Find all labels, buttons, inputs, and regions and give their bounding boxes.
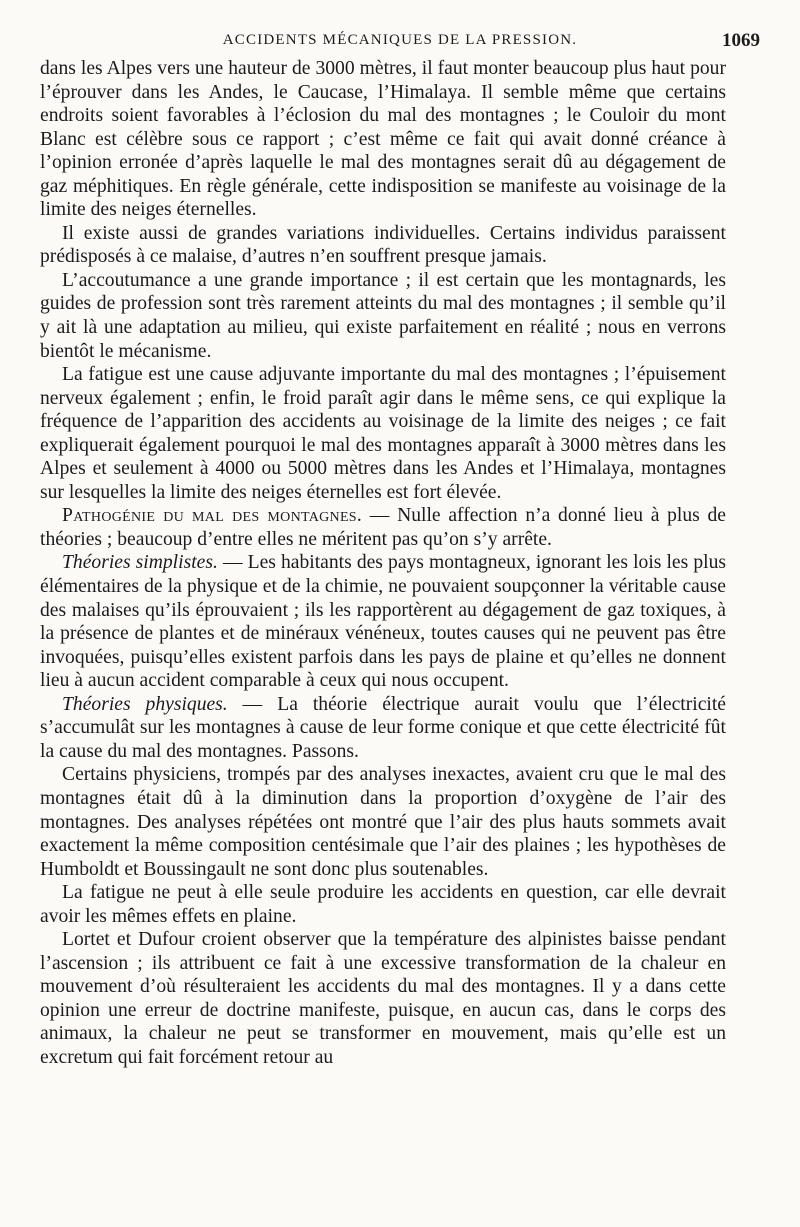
paragraph-physiciens (40, 763, 726, 881)
running-title: ACCIDENTS MÉCANIQUES DE LA PRESSION. (222, 32, 578, 48)
paragraph-alpes (40, 57, 726, 222)
page-header (40, 28, 760, 52)
page-number: 1069 (722, 30, 760, 51)
paragraph-theories-simplistes (40, 551, 726, 692)
paragraph-text: — Les habitants des pays montagneux, ignorant les lois les plus élémentaires de la physique et de la chimie, ne pouvaient soupçonner la véritable cause des malaises qu’ils éprouvaient ; ils les rapportèrent au dégagement de gaz toxiques, à la présence de plantes et de minéraux vénéneux, toutes causes qui ne peuvent pas être invoquées, puisqu’elles existent parfois dans les pays de plaine et qu’elles ne donnent lieu à aucun accident comparable à ceux qui nous occupent. (40, 552, 726, 692)
paragraph-pathogenie (40, 504, 726, 551)
paragraph-fatigue-seule (40, 881, 726, 928)
paragraph-fatigue-cause (40, 363, 726, 504)
paragraph-accoutumance (40, 269, 726, 363)
paragraph-theories-physiques (40, 693, 726, 764)
paragraph-text: — La théorie électrique aurait voulu que l’électricité s’accumulât sur les montagnes à cause de leur forme conique et que cette électricité fût la cause du mal des montagnes. Passons. (40, 693, 726, 762)
paragraph-text: Il existe aussi de grandes variations individuelles. Certains individus paraissent prédisposés à ce malaise, d’autres n’en souffrent presque jamais. (40, 222, 726, 268)
paragraph-text: La fatigue ne peut à elle seule produire les accidents en question, car elle devrait avoir les mêmes effets en plaine. (40, 882, 726, 927)
paragraph-text: — Nulle affection n’a donné lieu à plus de théories ; beaucoup d’entre elles ne méritent pas qu’on s’y arrête. (40, 505, 726, 550)
body-text (40, 57, 726, 1070)
paragraph-text: Lortet et Dufour croient observer que la température des alpinistes baisse pendant l’ascension ; ils attribuent ce fait à une excessive transformation de la chaleur en mouvement d’où résulteraient les accidents du mal des montagnes. Il y a dans cette opinion une erreur de doctrine manifeste, puisque, en aucun cas, dans le corps des animaux, la chaleur ne peut se transformer en mouvement, mais qu’elle est un excretum qui fait forcément retour au (40, 929, 726, 1068)
subheading-theories-physiques: Théories physiques. (62, 693, 228, 715)
paragraph-text: dans les Alpes vers une hauteur de 3000 mètres, il faut monter beaucoup plus haut pour l’éprouver dans les Andes, le Caucase, l’Himalaya. Il semble même que certains endroits soient favorables à l’éclosion du mal des montagnes ; le Couloir du mont Blanc est célèbre sous ce rapport ; c’est même ce fait qui avait donné créance à l’opinion erronée d’après laquelle le mal des montagnes serait dû au dégagement de gaz méphitiques. En règle générale, cette indisposition se manifeste au voisinage de la limite des neiges éternelles. (40, 58, 726, 221)
section-heading-pathogenie: Pathogénie du mal des montagnes. (62, 505, 363, 527)
paragraph-variations (40, 222, 726, 269)
paragraph-text: L’accoutumance a une grande importance ; il est certain que les montagnards, les guides de profession sont très rarement atteints du mal des montagnes ; il semble qu’il y ait là une adaptation au milieu, qui existe parfaitement en réalité ; nous en verrons bientôt le mécanisme. (40, 269, 726, 362)
subheading-theories-simplistes: Théories simplistes. (62, 552, 218, 574)
paragraph-text: Certains physiciens, trompés par des analyses inexactes, avaient cru que le mal des montagnes était dû à la diminution dans la proportion d’oxygène de l’air des montagnes. Des analyses répétées ont montré que l’air des plus hauts sommets avait exactement la même composition centésimale que l’air des plaines ; les hypothèses de Humboldt et Boussingault ne sont donc plus soutenables. (40, 764, 726, 880)
paragraph-lortet-dufour (40, 928, 726, 1069)
paragraph-text: La fatigue est une cause adjuvante importante du mal des montagnes ; l’épuisement nerveux également ; enfin, le froid paraît agir dans le même sens, ce qui explique la fréquence de l’apparition des accidents au voisinage de la limite des neiges ; ce fait expliquerait également pourquoi le mal des montagnes apparaît à 3000 mètres dans les Alpes et seulement à 4000 ou 5000 mètres dans les Andes et l’Himalaya, montagnes sur lesquelles la limite des neiges éternelles est fort élevée. (40, 364, 726, 503)
